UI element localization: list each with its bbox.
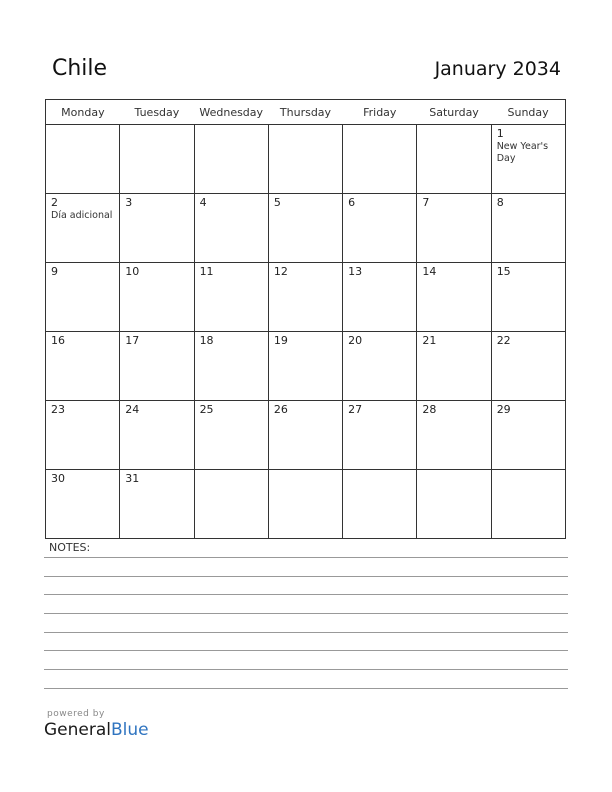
week-row [46,470,566,539]
day-number: 30 [51,472,65,485]
day-number: 25 [199,403,214,416]
weekday-header: Wednesday [194,100,268,125]
weekday-header: Monday [46,100,120,125]
notes-line [44,650,568,651]
holiday-label: Día adicional [51,210,113,221]
weekday-header: Friday [343,100,417,125]
day-cell [268,470,342,539]
day-cell [491,401,565,470]
day-number: 14 [422,265,437,278]
day-cell [194,401,268,470]
notes-line [44,669,568,670]
notes-line [44,594,568,595]
week-row [46,401,566,470]
day-cell [268,332,342,401]
day-number: 16 [51,334,65,347]
country-title: Chile [52,56,108,81]
day-cell [46,194,120,263]
day-cell [120,332,194,401]
day-cell [194,470,268,539]
day-cell [491,332,565,401]
weekday-header: Tuesday [120,100,194,125]
day-cell [417,125,491,194]
calendar-grid [45,99,566,539]
notes-label: NOTES: [49,541,91,554]
day-cell [46,401,120,470]
day-number: 18 [199,334,214,347]
notes-line [44,688,568,689]
day-cell [194,125,268,194]
month-title: January 2034 [434,58,561,80]
day-number: 24 [125,403,140,416]
day-cell [417,401,491,470]
day-cell [194,332,268,401]
day-cell [491,263,565,332]
day-cell [46,125,120,194]
week-row [46,332,566,401]
day-number: 26 [273,403,288,416]
day-cell [194,194,268,263]
day-cell [343,194,417,263]
day-number: 13 [348,265,363,278]
day-cell [343,470,417,539]
day-cell [46,332,120,401]
day-number: 7 [422,196,430,209]
day-cell [46,263,120,332]
day-number: 11 [199,265,214,278]
powered-by-text: powered by [47,709,105,719]
weekday-header: Thursday [268,100,342,125]
day-number: 1 [496,127,504,140]
day-cell [194,263,268,332]
day-cell [120,194,194,263]
day-number: 2 [51,196,58,209]
day-number: 15 [496,265,511,278]
day-number: 17 [125,334,140,347]
day-cell [491,470,565,539]
notes-line [44,576,568,577]
day-number: 4 [199,196,207,209]
day-cell [491,194,565,263]
notes-line [44,613,568,614]
day-number: 12 [273,265,288,278]
day-cell [417,470,491,539]
week-row [46,125,566,194]
day-cell [417,263,491,332]
day-cell [417,332,491,401]
day-cell [343,332,417,401]
day-cell [343,263,417,332]
day-number: 8 [496,196,504,209]
day-number: 20 [348,334,363,347]
day-number: 28 [422,403,437,416]
day-number: 6 [348,196,356,209]
weekday-header: Sunday [491,100,565,125]
day-cell [46,470,120,539]
weekday-header-row [46,100,566,125]
day-number: 31 [125,472,140,485]
day-number: 10 [125,265,140,278]
day-number: 22 [496,334,511,347]
notes-line [44,557,568,558]
notes-line [44,632,568,633]
day-number: 29 [496,403,511,416]
day-cell [343,125,417,194]
brand-general: General [44,720,111,740]
day-cell [268,194,342,263]
brand-logo[interactable] [44,720,149,740]
day-number: 3 [125,196,133,209]
weekday-header: Saturday [417,100,491,125]
day-cell [417,194,491,263]
day-cell [120,470,194,539]
day-cell [268,263,342,332]
day-number: 23 [51,403,65,416]
day-number: 27 [348,403,363,416]
week-row [46,263,566,332]
day-cell [268,125,342,194]
day-number: 9 [51,265,58,278]
day-cell [343,401,417,470]
day-cell [120,401,194,470]
day-number: 5 [273,196,281,209]
day-cell [491,125,565,194]
week-row [46,194,566,263]
day-number: 21 [422,334,437,347]
day-cell [268,401,342,470]
day-cell [120,125,194,194]
day-number: 19 [273,334,288,347]
day-cell [120,263,194,332]
holiday-label: New Year's Day [496,141,549,164]
brand-blue: Blue [111,720,149,740]
